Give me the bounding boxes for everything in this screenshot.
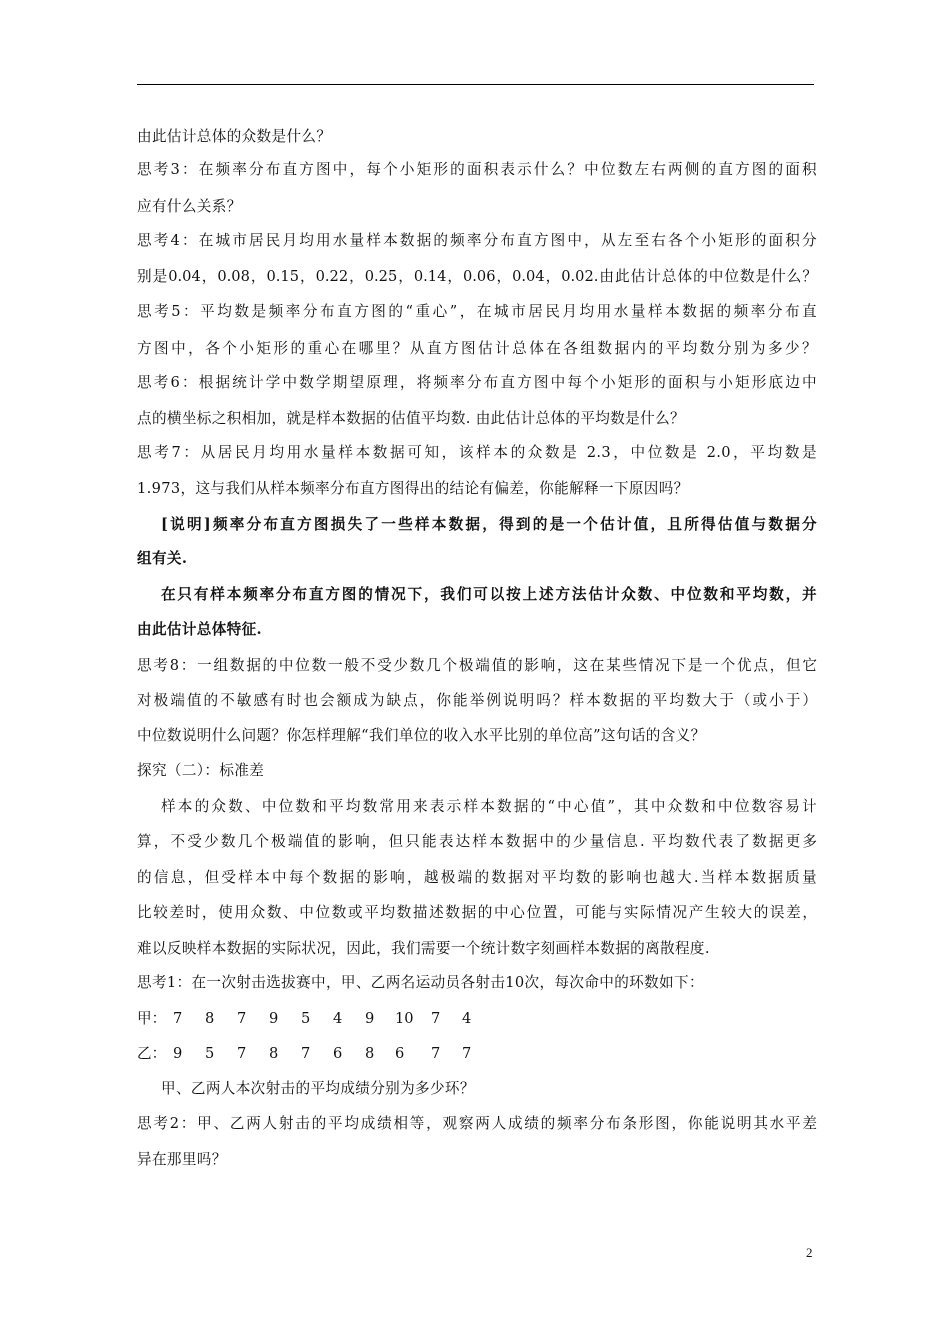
text-line: 甲、乙两人本次射击的平均成绩分别为多少环？ [161,1080,475,1097]
score-value: 7 [431,1045,441,1062]
text-line: 思考3：在频率分布直方图中，每个小矩形的面积表示什么？中位数左右两侧的直方图的面积 [137,161,817,178]
page-number: 2 [806,1245,813,1260]
note-line: 由此估计总体特征. [137,621,262,638]
score-value: 6 [395,1045,405,1062]
score-value: 4 [462,1010,472,1027]
score-value: 7 [462,1045,472,1062]
text-line: 别是0.04，0.08，0.15，0.22，0.25，0.14，0.06，0.04，0.02.由此估计总体的中位数是什么？ [137,268,817,285]
score-value: 9 [365,1010,375,1027]
score-value: 5 [205,1045,215,1062]
text-line: 对极端值的不敏感有时也会额成为缺点，你能举例说明吗？样本数据的平均数大于（或小于） [137,692,817,709]
score-row-yi [137,1044,482,1064]
text-line: 思考7：从居民月均用水量样本数据可知，该样本的众数是 2.3，中位数是 2.0，平均数是 [137,444,817,461]
score-value: 7 [431,1010,441,1027]
text-line: 样本的众数、中位数和平均数常用来表示样本数据的“中心值”，其中众数和中位数容易计 [161,798,817,815]
score-value: 8 [365,1045,375,1062]
text-line: 算，不受少数几个极端值的影响，但只能表达样本数据中的少量信息. 平均数代表了数据更多 [137,833,817,850]
score-label: 乙： [137,1045,167,1062]
score-row-jia [137,1009,482,1029]
text-line: 应有什么关系？ [137,198,242,215]
score-value: 9 [269,1010,279,1027]
text-line: 1.973，这与我们从样本频率分布直方图得出的结论有偏差，你能解释一下原因吗？ [137,480,689,497]
text-line: 异在那里吗？ [137,1151,227,1168]
score-value: 7 [237,1045,247,1062]
text-line: 思考8：一组数据的中位数一般不受少数几个极端值的影响，这在某些情况下是一个优点，但它 [137,657,817,674]
header-rule [137,84,814,85]
score-value: 9 [173,1045,183,1062]
text-line: 思考1：在一次射击选拔赛中，甲、乙两名运动员各射击10次，每次命中的环数如下： [137,974,704,991]
text-line: 思考5：平均数是频率分布直方图的“重心”，在城市居民月均用水量样本数据的频率分布直 [137,303,817,320]
text-line: 由此估计总体的众数是什么？ [137,128,332,145]
note-line: 在只有样本频率分布直方图的情况下，我们可以按上述方法估计众数、中位数和平均数，并 [161,586,817,603]
score-value: 10 [395,1010,414,1027]
score-value: 4 [333,1010,343,1027]
text-line: 思考4：在城市居民月均用水量样本数据的频率分布直方图中，从左至右各个小矩形的面积分 [137,232,817,249]
text-line: 思考6：根据统计学中数学期望原理，将频率分布直方图中每个小矩形的面积与小矩形底边中 [137,374,817,391]
text-line: 中位数说明什么问题？你怎样理解“我们单位的收入水平比别的单位高”这句话的含义？ [137,727,706,744]
score-label: 甲： [137,1010,167,1027]
text-line: 思考2：甲、乙两人射击的平均成绩相等，观察两人成绩的频率分布条形图，你能说明其水平差 [137,1115,817,1132]
note-line: 组有关. [137,550,188,567]
score-value: 7 [173,1010,183,1027]
text-line: 比较差时，使用众数、中位数或平均数描述数据的中心位置，可能与实际情况产生较大的误差， [137,904,817,921]
text-line: 的信息，但受样本中每个数据的影响，越极端的数据对平均数的影响也越大.当样本数据质量 [137,869,817,886]
score-value: 8 [269,1045,279,1062]
score-value: 6 [333,1045,343,1062]
score-value: 7 [237,1010,247,1027]
score-value: 5 [301,1010,311,1027]
note-line: [说明]频率分布直方图损失了一些样本数据，得到的是一个估计值，且所得估值与数据分 [161,516,817,533]
section-heading: 探究（二）：标准差 [137,762,265,779]
text-line: 点的横坐标之积相加，就是样本数据的估值平均数. 由此估计总体的平均数是什么？ [137,410,685,427]
text-line: 难以反映样本数据的实际状况，因此，我们需要一个统计数字刻画样本数据的离散程度. [137,940,710,957]
score-value: 8 [205,1010,215,1027]
text-line: 方图中，各个小矩形的重心在哪里？从直方图估计总体在各组数据内的平均数分别为多少？ [137,340,817,357]
score-value: 7 [301,1045,311,1062]
